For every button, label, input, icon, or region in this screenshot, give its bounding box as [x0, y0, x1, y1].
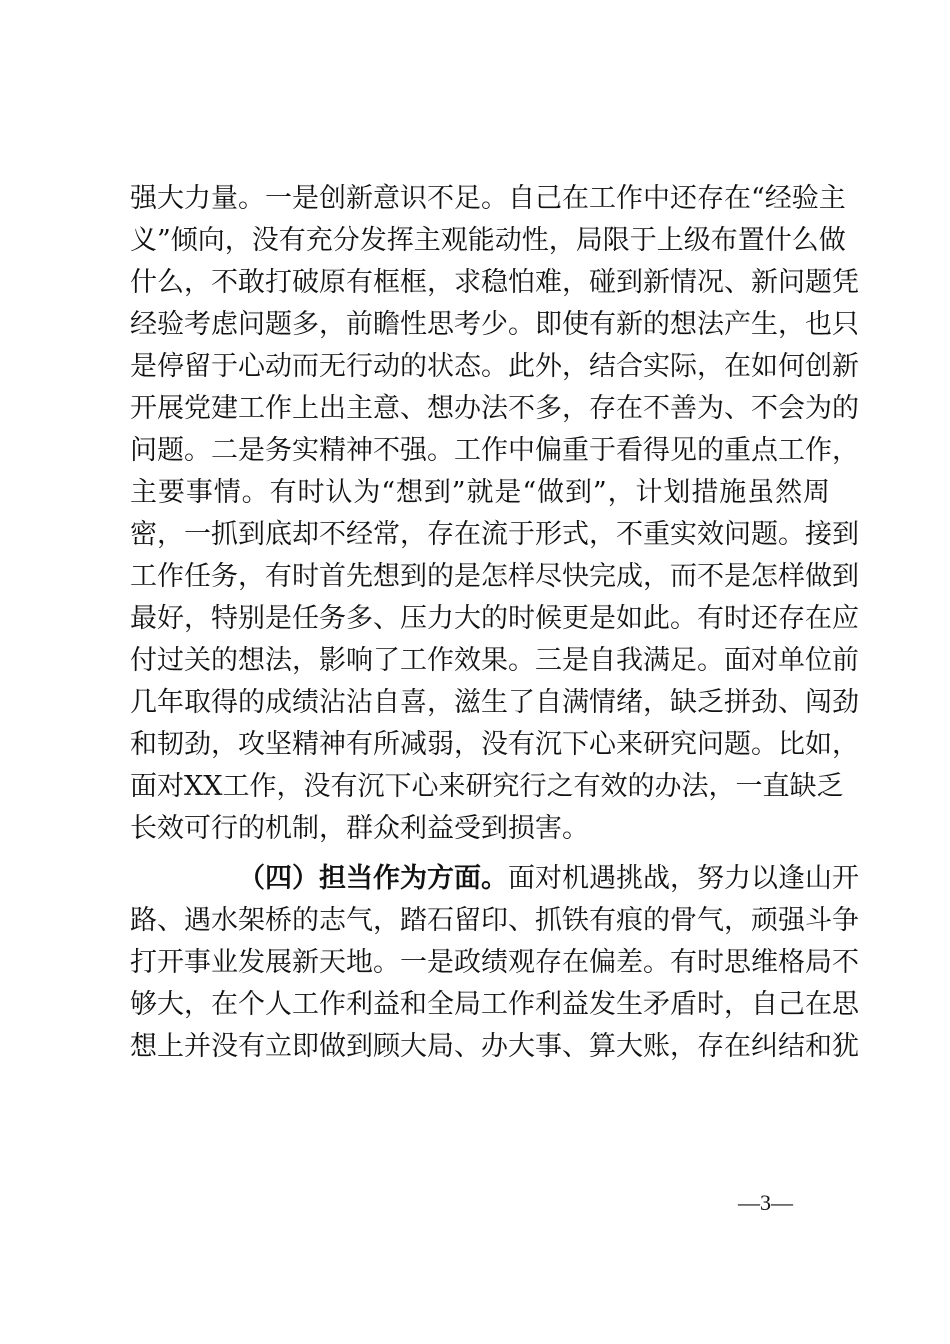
text-line-first	[130, 858, 859, 900]
text-line: 够大，在个人工作利益和全局工作利益发生矛盾时，自己在思	[130, 989, 859, 1020]
text-line: 强大力量。一是创新意识不足。自己在工作中还存在“经验主	[130, 183, 846, 214]
body-text	[130, 178, 859, 1068]
text-line: 问题。二是务实精神不强。工作中偏重于看得见的重点工作，	[130, 435, 859, 466]
text-line: 想上并没有立即做到顾大局、办大事、算大账，存在纠结和犹	[130, 1031, 859, 1062]
text-line: 什么，不敢打破原有框框，求稳怕难，碰到新情况、新问题凭	[130, 267, 859, 298]
text-line: 义”倾向，没有充分发挥主观能动性，局限于上级布置什么做	[130, 225, 846, 256]
text-line: 工作任务，有时首先想到的是怎样尽快完成，而不是怎样做到	[130, 561, 859, 592]
text-line: 最好，特别是任务多、压力大的时候更是如此。有时还存在应	[130, 603, 859, 634]
section-heading: （四）担当作为方面。	[238, 863, 508, 894]
page-number: —3—	[738, 1190, 793, 1215]
text-line: 几年取得的成绩沾沾自喜，滋生了自满情绪，缺乏拼劲、闯劲	[130, 687, 859, 718]
text-line: 主要事情。有时认为“想到”就是“做到”，计划措施虽然周	[130, 477, 830, 508]
text-line: 面对XX工作，没有沉下心来研究行之有效的办法，一直缺乏	[130, 771, 844, 802]
text-line: 经验考虑问题多，前瞻性思考少。即使有新的想法产生，也只	[130, 309, 859, 340]
text-line: 是停留于心动而无行动的状态。此外，结合实际，在如何创新	[130, 351, 859, 382]
text-line: 长效可行的机制，群众利益受到损害。	[130, 813, 589, 844]
text-line: 路、遇水架桥的志气，踏石留印、抓铁有痕的骨气，顽强斗争	[130, 905, 859, 936]
text-line: 和韧劲，攻坚精神有所减弱，没有沉下心来研究问题。比如，	[130, 729, 859, 760]
paragraph-2	[130, 858, 859, 1068]
text-line: 打开事业发展新天地。一是政绩观存在偏差。有时思维格局不	[130, 947, 859, 978]
text-line: 开展党建工作上出主意、想办法不多，存在不善为、不会为的	[130, 393, 859, 424]
heading-line-rest: 面对机遇挑战，努力以逢山开	[508, 863, 859, 894]
paragraph-gap	[130, 850, 830, 858]
text-line: 密，一抓到底却不经常，存在流于形式，不重实效问题。接到	[130, 519, 859, 550]
text-line: 付过关的想法，影响了工作效果。三是自我满足。面对单位前	[130, 645, 859, 676]
paragraph-1	[130, 178, 859, 850]
